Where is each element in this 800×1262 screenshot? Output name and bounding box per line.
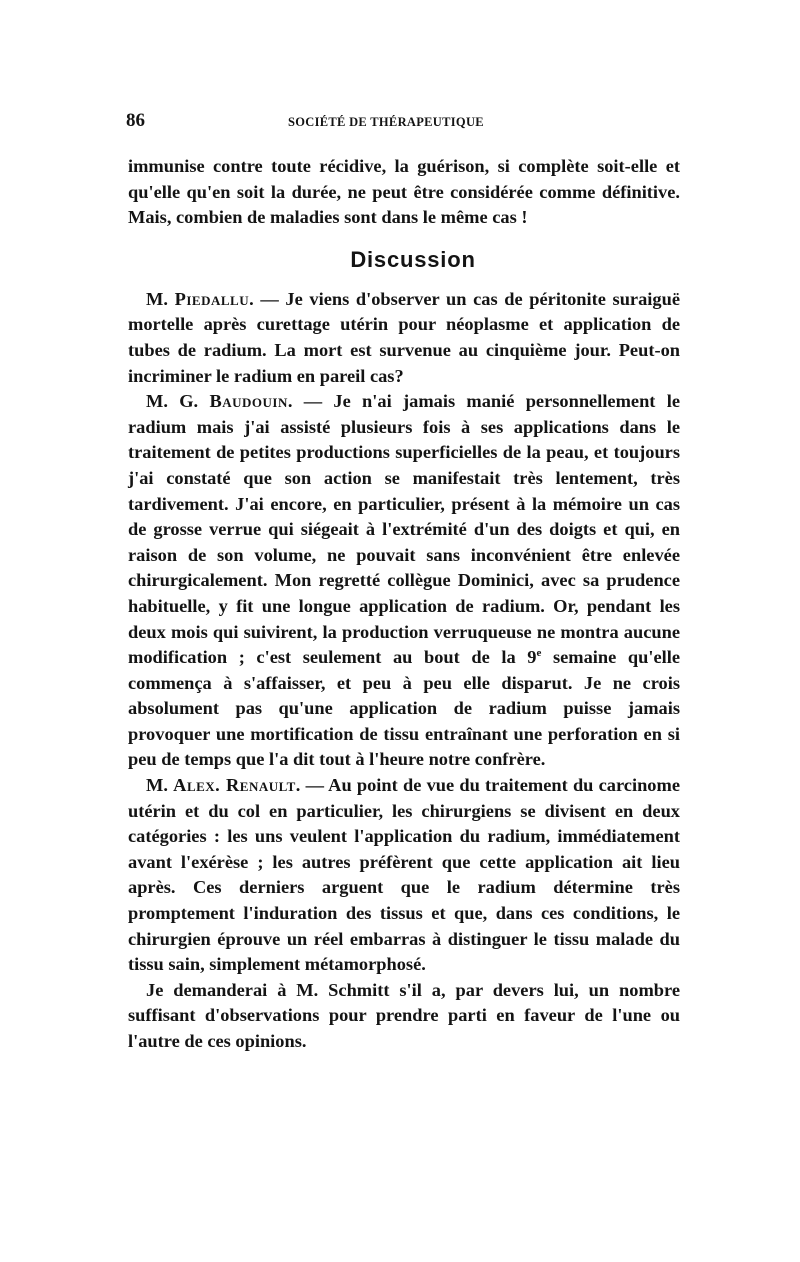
speaker-name: Piedallu: [174, 288, 250, 309]
intervention-text: . — Je viens d'observer un cas de péritonite suraiguë mortelle après curettage utérin pour néoplasme et application de tubes de radium. La mort est survenue au cinquième jour. Peut-on incriminer le radium en pareil cas?: [128, 288, 680, 386]
running-header: [128, 110, 680, 140]
intro-paragraph: immunise contre toute récidive, la guérison, si complète soit-elle et qu'elle qu'en soit la durée, ne peut être considérée comme définitive. Mais, combien de maladies sont dans le même cas !: [128, 156, 680, 228]
intervention-renault-question: [128, 978, 680, 1055]
intervention-piedallu: [128, 287, 680, 389]
page-number: 86: [126, 110, 145, 131]
intervention-text-continued: semaine qu'elle commença à s'affaisser, et peu à peu elle disparut. Je ne crois absolument pas qu'une application de radium puisse jamais provoquer une mortification de tissu entraînant une perforation en si peu de temps que l'a dit tout à l'heure notre confrère.: [128, 647, 680, 770]
intervention-baudouin: [128, 389, 680, 773]
speaker-name: Baudouin: [209, 391, 288, 412]
speaker-prefix: M.: [146, 288, 175, 309]
section-heading: Discussion: [350, 246, 476, 272]
intervention-text: Je demanderai à M. Schmitt s'il a, par devers lui, un nombre suffisant d'observations pour prendre parti en faveur de l'une ou l'autre de ces opinions.: [128, 979, 680, 1051]
intervention-renault: [128, 773, 680, 978]
speaker-prefix: M. G.: [146, 391, 210, 412]
intervention-text: . — Je n'ai jamais manié personnellement le radium mais j'ai assisté plusieurs fois à ses applications dans le traitement de petites productions superficielles de la peau, et toujours j'ai constaté que son action se manifestait très lentement, très tardivement. J'ai encore, en particulier, présent à la mémoire un cas de grosse verrue qui siégeait à l'extrémité d'un des doigts et qui, en raison de son volume, ne pouvait sans inconvénient être enlevée chirurgicalement. Mon regretté collègue Dominici, avec sa prudence habituelle, y fit une longue application de radium. Or, pendant les deux mois qui suivirent, la production verruqueuse ne montra aucune modification ; c'est seulement au bout de la 9: [128, 391, 680, 668]
running-title: SOCIÉTÉ DE THÉRAPEUTIQUE: [288, 115, 484, 129]
speaker-prefix: M.: [146, 775, 174, 796]
ordinal-superscript: e: [536, 646, 542, 659]
intervention-text: . — Au point de vue du traitement du carcinome utérin et du col en particulier, les chirurgiens se divisent en deux catégories : les uns veulent l'application du radium, immédiatement avant l'exérèse ; les autres préfèrent que cette application ait lieu après. Ces derniers arguent que le radium détermine très promptement l'induration des tissus et que, dans ces conditions, le chirurgien éprouve un réel embarras à distinguer le tissu malade du tissu sain, simplement métamorphosé.: [128, 775, 680, 975]
speaker-name: Alex. Renault: [173, 775, 296, 796]
book-page: [128, 110, 680, 1055]
